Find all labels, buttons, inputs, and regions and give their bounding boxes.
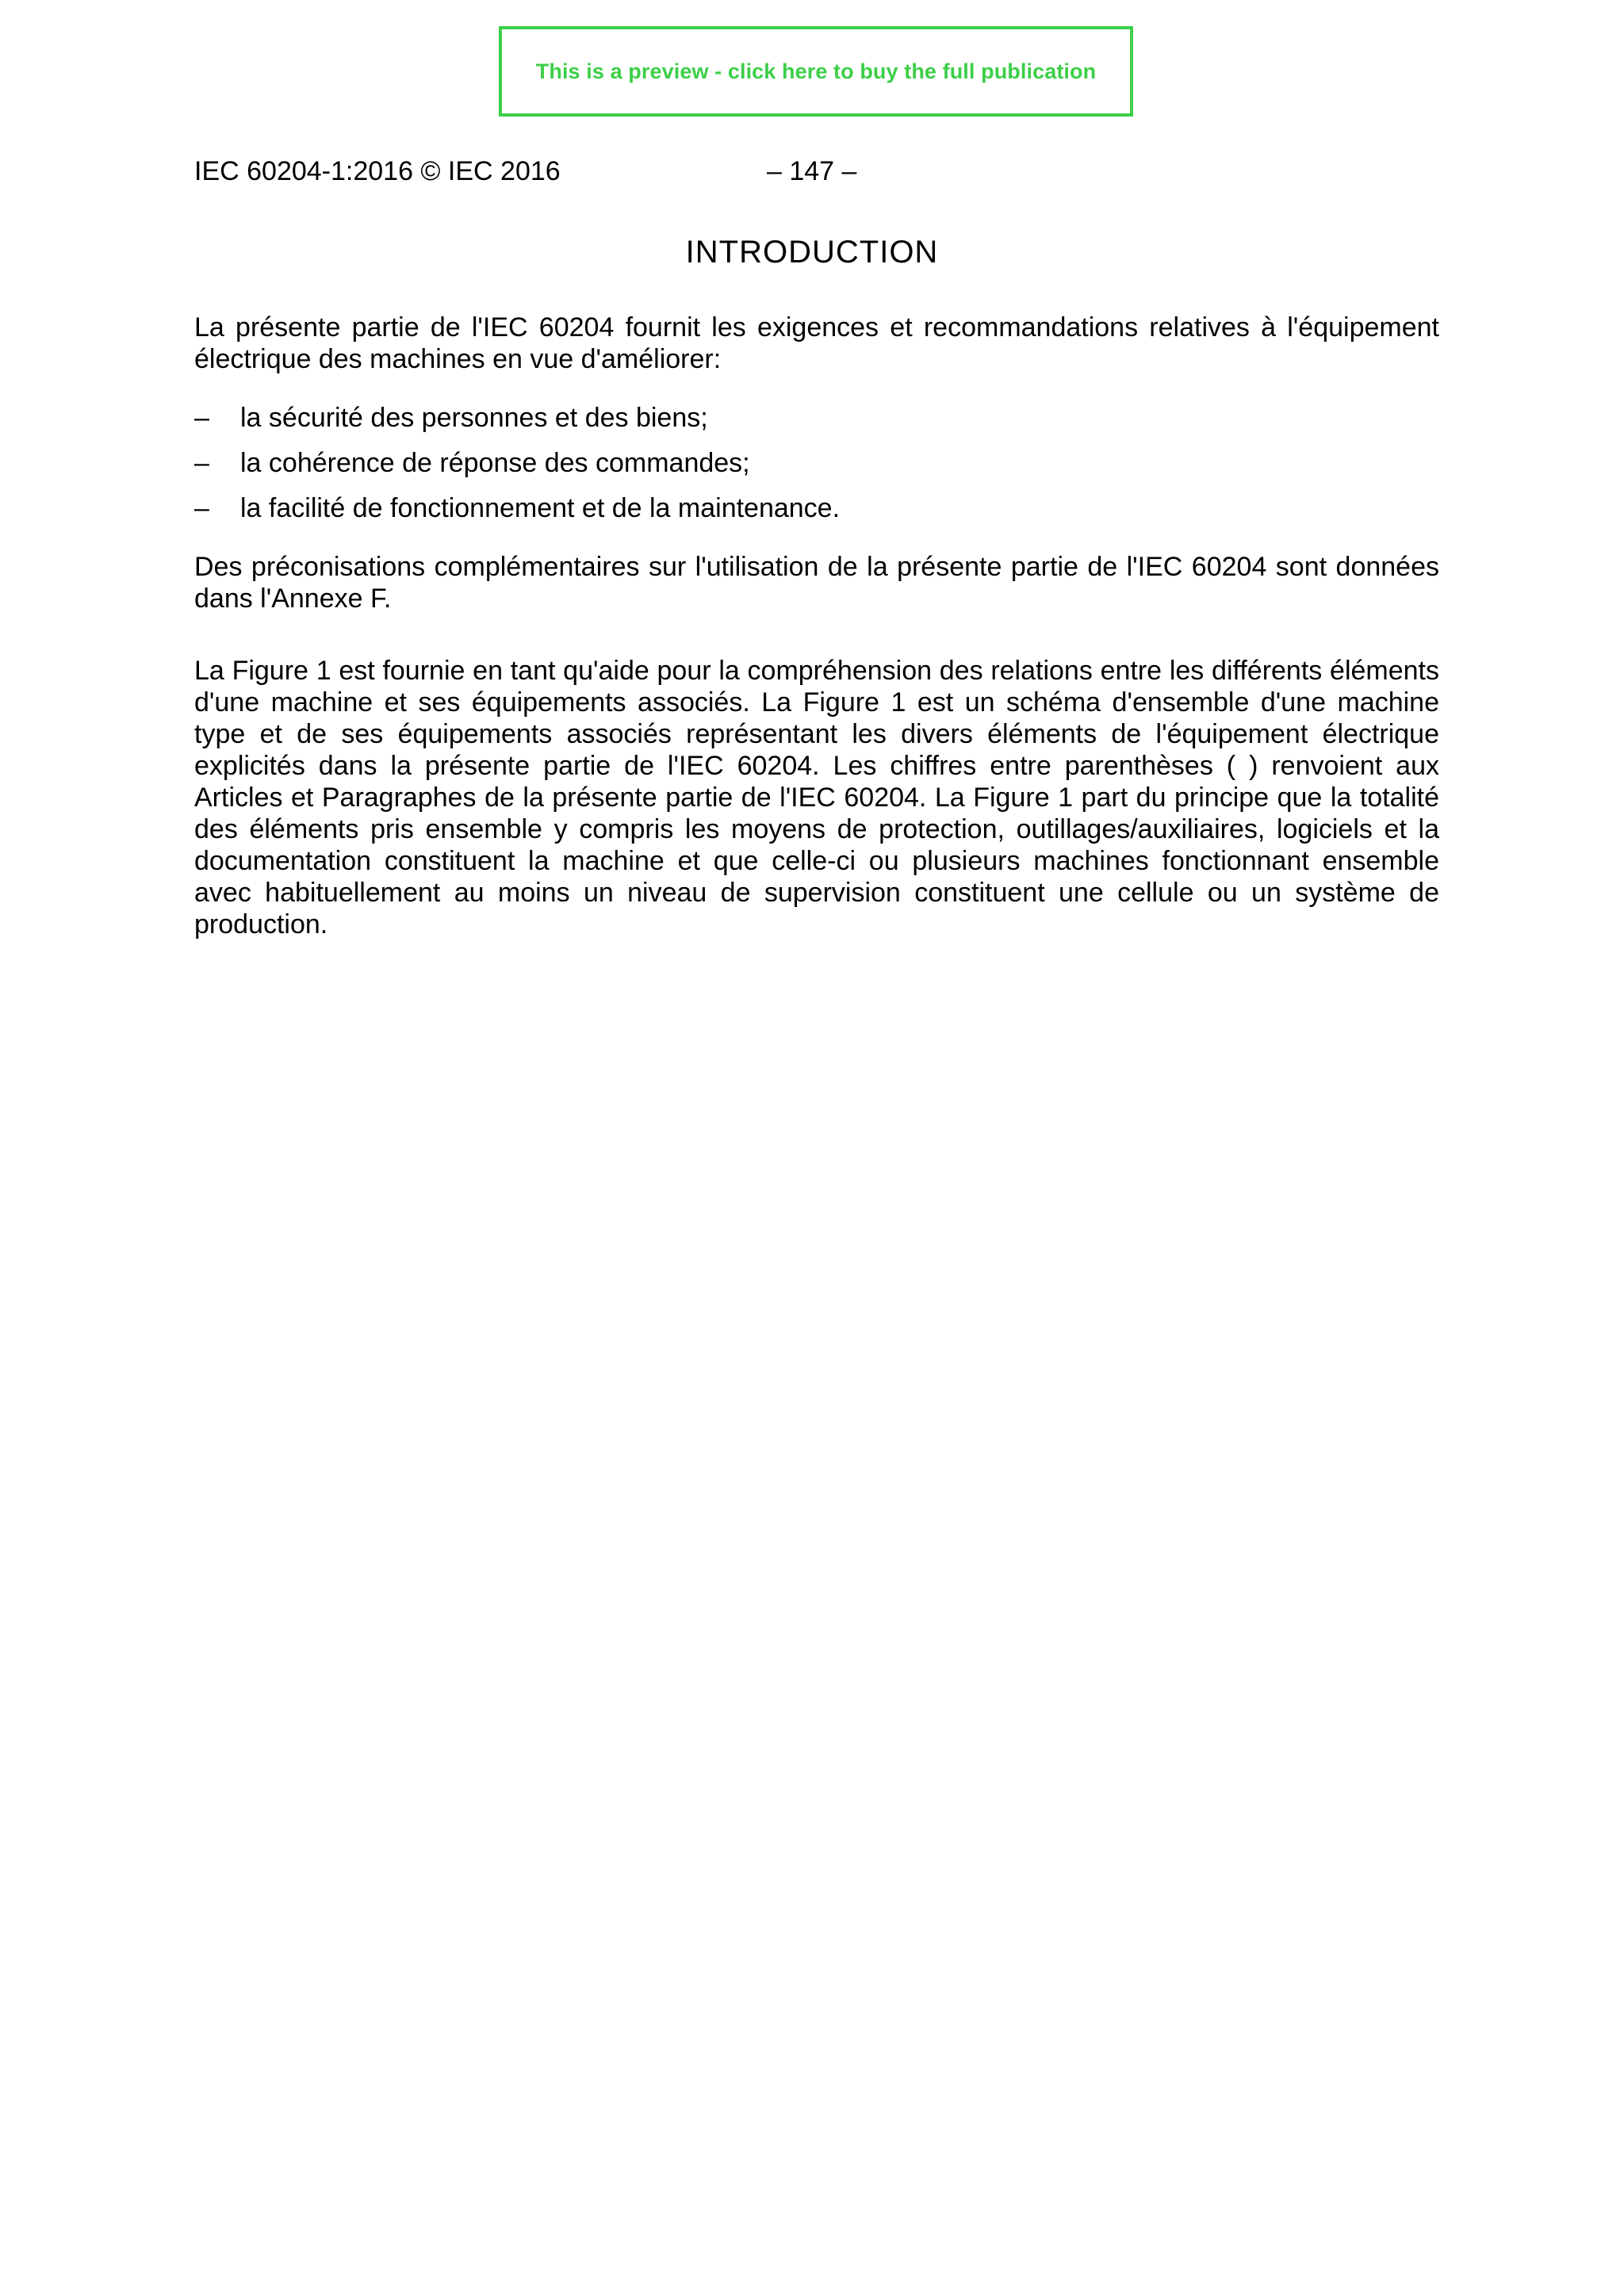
dash-marker: – — [194, 403, 209, 433]
requirements-list — [194, 402, 1439, 538]
section-title: INTRODUCTION — [685, 235, 939, 270]
banner-text[interactable]: This is a preview - click here to buy the full publication — [535, 59, 1097, 83]
document-id: IEC 60204-1:2016 © IEC 2016 — [194, 156, 561, 186]
list-item-text: la sécurité des personnes et des biens; — [240, 403, 708, 433]
annex-paragraph: Des préconisations complémentaires sur l'utilisation de la présente partie de l'IEC 60204 sont données dans l'Annexe F. — [194, 552, 1439, 614]
figure-paragraph: La Figure 1 est fournie en tant qu'aide pour la compréhension des relations entre les différents éléments d'une machine et ses équipements associés. La Figure 1 est un schéma d'ensemble d'une machine type et de ses équipements associés représentant les divers éléments de l'équipement électrique explicités dans la présente partie de l'IEC 60204. Les chiffres entre parenthèses ( ) renvoient aux Articles et Paragraphes de la présente partie de l'IEC 60204. La Figure 1 part du principe que la totalité des éléments pris ensemble y compris les moyens de protection, outillages/auxiliaires, logiciels et la documentation constituent la machine et que celle-ci ou plusieurs machines fonctionnant ensemble avec habituellement au moins un niveau de supervision constituent une cellule ou un système de production. — [194, 656, 1439, 939]
intro-paragraph: La présente partie de l'IEC 60204 fournit les exigences et recommandations relatives à l'équipement électrique des machines en vue d'améliorer: — [194, 312, 1439, 374]
buy-publication-banner[interactable] — [499, 26, 1133, 117]
page-number: – 147 – — [767, 156, 857, 186]
list-item — [194, 492, 1439, 524]
list-item — [194, 447, 1439, 479]
list-item-text: la cohérence de réponse des commandes; — [240, 448, 750, 478]
list-item-text: la facilité de fonctionnement et de la maintenance. — [240, 493, 841, 523]
list-item — [194, 402, 1439, 434]
dash-marker: – — [194, 448, 209, 478]
dash-marker: – — [194, 493, 209, 523]
